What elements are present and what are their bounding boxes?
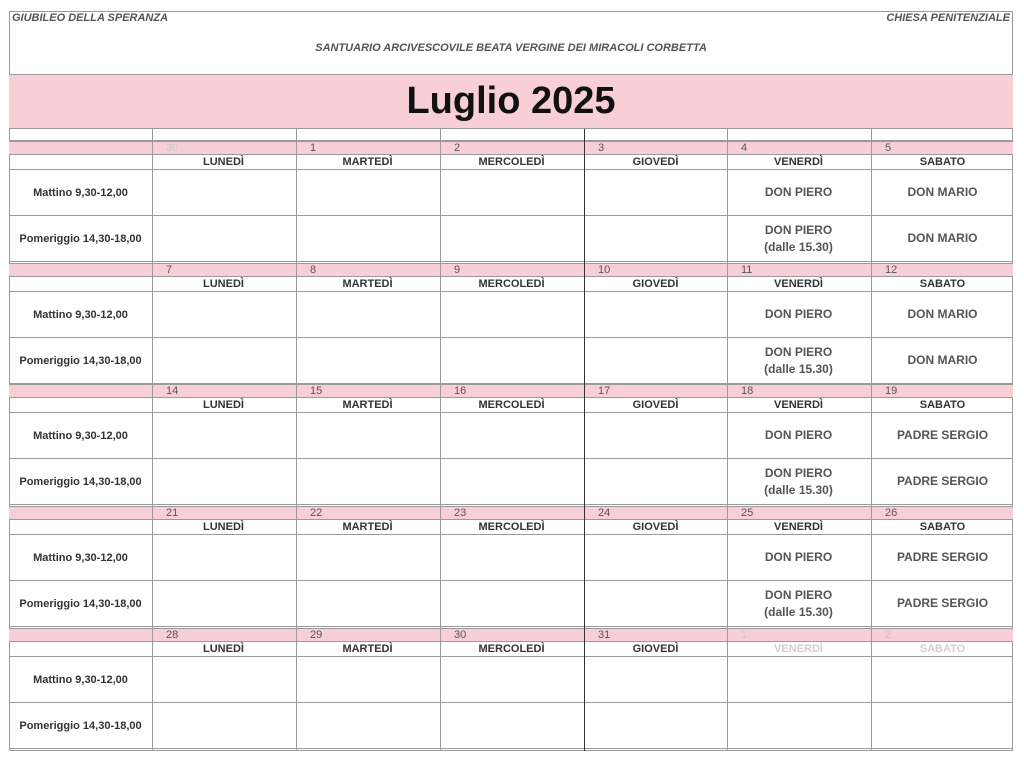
confessor-cell [440,338,583,383]
date-number: 7 [166,264,173,276]
confessor-cell [296,216,439,261]
weekday-name: LUNEDÌ [203,521,244,533]
column-divider [871,129,872,751]
morning-slot-row [9,413,1013,459]
weekday-name: GIOVEDÌ [632,643,679,655]
column-divider [584,129,585,751]
weekday-name: GIOVEDÌ [632,521,679,533]
weekday-row [9,642,1013,657]
date-number: 31 [598,629,611,641]
weekday-name: GIOVEDÌ [632,278,679,290]
confessor-cell: PADRE SERGIO [896,550,989,564]
confessor-cell [152,216,295,261]
weekday-name: VENERDÌ [774,156,823,168]
afternoon-slot-label: Pomeriggio 14,30-18,00 [19,354,142,367]
date-number: 21 [166,507,179,519]
afternoon-slot-row [9,216,1013,262]
morning-slot-label: Mattino 9,30-12,00 [33,308,128,321]
confessor-cell [296,338,439,383]
confessor-cell [296,413,439,458]
confessor-cell [584,413,727,458]
week-block [9,506,1013,627]
confessor-cell: PADRE SERGIO [896,474,989,488]
afternoon-slot-row [9,338,1013,384]
afternoon-slot-label: Pomeriggio 14,30-18,00 [19,475,142,488]
confessor-cell [727,657,870,702]
confessor-cell [584,535,727,580]
confessor-cell [152,338,295,383]
confessor-cell [296,535,439,580]
confessor-cell [440,581,583,626]
morning-slot-row [9,657,1013,703]
confessor-cell [584,459,727,504]
column-divider [440,129,441,751]
confessor-cell [440,535,583,580]
weekday-name: GIOVEDÌ [632,156,679,168]
date-number: 2 [454,142,461,154]
date-number: 22 [310,507,323,519]
spacer-row [9,129,1013,141]
date-number: 19 [885,385,898,397]
weekday-row [9,520,1013,535]
afternoon-slot-row [9,459,1013,505]
confessor-cell [584,292,727,337]
weekday-name: MERCOLEDÌ [478,399,545,411]
confessor-cell: DON PIERO (dalle 15.30) [764,344,833,376]
confessor-cell: DON PIERO [764,428,833,442]
date-number: 25 [741,507,754,519]
date-number: 4 [741,142,748,154]
morning-slot-label: Mattino 9,30-12,00 [33,551,128,564]
morning-slot-row [9,292,1013,338]
weekday-name: LUNEDÌ [203,278,244,290]
week-block [9,628,1013,749]
weekday-name: MERCOLEDÌ [478,156,545,168]
confessor-cell [440,703,583,748]
confessor-cell [296,292,439,337]
weekday-name: VENERDÌ [774,521,823,533]
confessor-cell [727,703,870,748]
weekday-name: MARTEDÌ [342,643,393,655]
sanctuary-subtitle: SANTUARIO ARCIVESCOVILE BEATA VERGINE DEI MIRACOLI CORBETTA [315,42,707,54]
date-number: 3 [598,142,605,154]
confessor-cell [152,292,295,337]
confessor-cell: DON MARIO [907,231,978,245]
weekday-name: MARTEDÌ [342,521,393,533]
weekday-name: MERCOLEDÌ [478,278,545,290]
confessor-cell [584,338,727,383]
date-number: 28 [166,629,179,641]
date-number: 30 [166,142,179,154]
weekday-name: SABATO [919,643,966,655]
confessor-cell: DON PIERO (dalle 15.30) [764,465,833,497]
confessor-cell: DON MARIO [907,185,978,199]
confessor-cell [584,216,727,261]
confessor-cell [152,413,295,458]
weekday-name: LUNEDÌ [203,399,244,411]
weekday-name: VENERDÌ [774,643,823,655]
date-number: 29 [310,629,323,641]
confessor-cell [152,703,295,748]
confessor-cell: PADRE SERGIO [896,428,989,442]
afternoon-slot-label: Pomeriggio 14,30-18,00 [19,232,142,245]
week-block [9,263,1013,384]
date-number: 11 [741,264,753,276]
weekday-name: MARTEDÌ [342,399,393,411]
date-number: 15 [310,385,323,397]
date-number: 26 [885,507,898,519]
date-number: 18 [741,385,754,397]
date-number-row [9,141,1013,155]
confessor-cell: DON PIERO (dalle 15.30) [764,587,833,619]
month-title-band [9,74,1013,129]
afternoon-slot-row [9,703,1013,749]
weekday-name: SABATO [919,156,966,168]
confessor-cell [440,413,583,458]
date-number: 14 [166,385,179,397]
weekday-row [9,277,1013,292]
morning-slot-label: Mattino 9,30-12,00 [33,673,128,686]
afternoon-slot-label: Pomeriggio 14,30-18,00 [19,597,142,610]
confessor-cell [152,581,295,626]
confessor-cell [584,657,727,702]
confessor-cell: DON MARIO [907,307,978,321]
confessor-cell: DON PIERO (dalle 15.30) [764,222,833,254]
column-divider [296,129,297,751]
morning-slot-row [9,170,1013,216]
weekday-name: VENERDÌ [774,278,823,290]
date-number-row [9,263,1013,277]
date-number: 2 [885,629,892,641]
weekday-name: MERCOLEDÌ [478,521,545,533]
date-number: 16 [454,385,467,397]
date-number-row [9,506,1013,520]
confessor-cell [296,703,439,748]
weekday-name: MARTEDÌ [342,156,393,168]
weekday-name: MERCOLEDÌ [478,643,545,655]
weekday-row [9,155,1013,170]
confessor-cell [296,170,439,215]
column-divider [152,129,153,751]
confessor-cell [584,581,727,626]
morning-slot-label: Mattino 9,30-12,00 [33,429,128,442]
weekday-name: SABATO [919,399,966,411]
date-number: 23 [454,507,467,519]
confessor-cell [152,459,295,504]
afternoon-slot-label: Pomeriggio 14,30-18,00 [19,719,142,732]
week-block [9,384,1013,505]
date-number: 1 [310,142,317,154]
confessor-cell [152,170,295,215]
date-number-row [9,628,1013,642]
date-number: 17 [598,385,611,397]
confessor-cell [871,657,1014,702]
date-number: 10 [598,264,611,276]
date-number: 12 [885,264,898,276]
confessor-cell: DON PIERO [764,550,833,564]
date-number: 5 [885,142,892,154]
afternoon-slot-row [9,581,1013,627]
weekday-name: LUNEDÌ [203,156,244,168]
confessor-cell [440,216,583,261]
confessor-cell: DON PIERO [764,307,833,321]
confessor-cell [440,657,583,702]
header-right: CHIESA PENITENZIALE [886,12,1010,24]
confessor-cell [584,170,727,215]
confessor-cell: DON PIERO [764,185,833,199]
confessor-cell [296,459,439,504]
weekday-name: GIOVEDÌ [632,399,679,411]
weekday-row [9,398,1013,413]
weekday-name: SABATO [919,521,966,533]
week-block [9,141,1013,262]
weekday-name: SABATO [919,278,966,290]
confessor-cell [584,703,727,748]
header-left: GIUBILEO DELLA SPERANZA [12,12,169,24]
confessor-cell [152,657,295,702]
confessor-cell [296,657,439,702]
weekday-name: LUNEDÌ [203,643,244,655]
confessor-cell: PADRE SERGIO [896,596,989,610]
confessor-cell [440,292,583,337]
confessor-cell [440,170,583,215]
confessor-cell [871,703,1014,748]
date-number: 8 [310,264,317,276]
confessor-cell: DON MARIO [907,353,978,367]
date-number: 9 [454,264,461,276]
date-number: 24 [598,507,611,519]
date-number: 1 [741,629,748,641]
date-number: 30 [454,629,467,641]
date-number-row [9,384,1013,398]
confessor-cell [296,581,439,626]
weekday-name: MARTEDÌ [342,278,393,290]
column-divider [727,129,728,751]
month-title: Luglio 2025 [406,80,616,122]
morning-slot-row [9,535,1013,581]
weekday-name: VENERDÌ [774,399,823,411]
morning-slot-label: Mattino 9,30-12,00 [33,186,128,199]
confessor-cell [152,535,295,580]
confessor-cell [440,459,583,504]
